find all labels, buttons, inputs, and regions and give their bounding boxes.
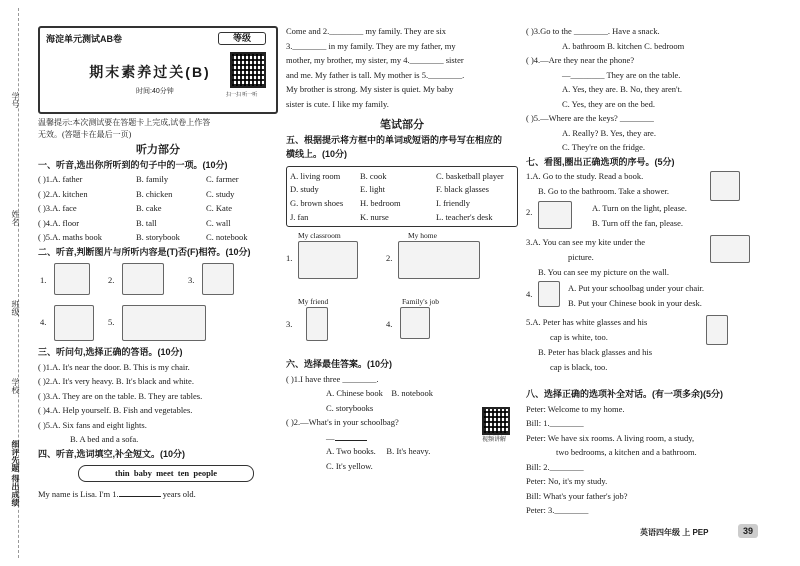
slogan: 细评先题 得出成绩 [11,440,20,507]
pic-caption: My friend [298,297,329,307]
question-row: B. A bed and a sofa. [70,434,139,445]
section-1-title: 一、听音,选出你所听到的句子中的一项。(10分) [38,159,228,170]
s7-option: A. Put your schoolbag under your chair. [568,283,704,293]
section-3-title: 三、听问句,选择正确的答语。(10分) [38,347,183,358]
s7-option: A. Turn on the light, please. [592,203,687,213]
word-option: F. black glasses [436,184,489,195]
s7-option: B. Go to the bathroom. Take a shower. [538,186,669,196]
choice-option: ( )5.A. maths book [38,232,102,243]
pic-number: 3. [188,275,195,286]
section-8-title: 八、选择正确的选项补全对话。(有一项多余)(5分) [526,389,723,399]
class-label: 班级 [11,300,20,316]
choice-option: C. farmer [206,174,239,185]
choice-option: C. study [206,188,235,199]
choice-option: ( )2.A. kitchen [38,188,88,199]
brand-logo: 海淀单元测试AB卷 [46,34,122,44]
word-option: C. basketball player [436,170,504,181]
s7-number: 4. [526,289,533,299]
s7-option: 1.A. Go to the study. Read a book. [526,171,644,181]
pic-number: 3. [286,319,293,330]
choice-option: ( )4.A. floor [38,217,80,228]
section-5-title: 五、根据提示将方框中的单词或短语的序号写在相应的 [286,134,503,145]
dialogue-line: Bill: What's your father's job? [526,490,628,501]
question-line: C. Yes, they are on the bed. [562,98,656,109]
passage [286,26,518,113]
section-7-items [526,171,788,389]
picture-icon [54,263,90,295]
s7-option: B. You can see my picture on the wall. [538,267,670,277]
s7-option: B. Turn off the fan, please. [592,218,683,228]
question-row: ( )2.A. It's very heavy. B. It's black and white. [38,376,194,387]
pic-number: 4. [386,319,393,330]
job-picture-icon [400,307,430,339]
section-1-items [38,174,278,247]
option: A. Two books. [326,446,376,457]
passage-start [38,488,278,503]
word-option: J. fan [290,211,309,222]
question-line: ( )4.—Are they near the phone? [526,55,635,65]
pic-caption: My home [408,231,437,241]
section-3-items [38,362,278,449]
section-5-pictures [286,229,518,359]
passage-line: sister is cute. I like my family. [286,98,389,109]
question-row: ( )5.A. Six fans and eight lights. [38,419,147,430]
peter-picture-icon [706,315,728,345]
notice [38,118,278,142]
dialogue [526,404,788,520]
option: B. It's heavy. [386,446,431,457]
passage-line: mother, my brother, my sister, my 4.________ sister [286,55,464,65]
home-picture-icon [398,241,480,279]
passage-line: 3.________ in my family. They are my father, my [286,40,456,51]
s7-number: 2. [526,207,533,217]
notice-line: 温馨提示:本次测试要在答题卡上完成,试卷上作答 [38,118,211,127]
dialogue-line: Peter: No, it's my study. [526,476,608,486]
dialogue-line: Peter: We have six rooms. A living room, a study, [526,432,695,443]
dialogue-line: Peter: Welcome to my home. [526,403,625,414]
section-2-title: 二、听音,判断图片与所听内容是(T)否(F)相符。(10分) [38,246,251,257]
s7-option: picture. [568,252,594,262]
column-3 [526,26,788,520]
choice-option: ( )1.A. father [38,174,83,185]
word-option: D. study [290,184,319,195]
question-line: A. bathroom B. kitchen C. bedroom [562,40,685,51]
word-option: A. living room [290,170,341,181]
schoolbag-picture-icon [538,281,560,307]
qr-caption: 扫一扫 听一听 [226,92,258,98]
question-row: ( )3.A. They are on the table. B. They are tables. [38,390,203,401]
word-option: E. light [360,184,386,195]
choice-option: B. storybook [136,232,180,243]
question-row: ( )4.A. Help yourself. B. Fish and vegetables. [38,405,193,416]
time-limit: 时间:40分钟 [136,88,174,95]
passage-text: years old. [162,488,196,499]
word-bank: thin baby meet ten people [78,465,254,482]
section-7-title: 七、看图,圈出正确选项的序号。(5分) [526,156,675,167]
option: C. It's yellow. [326,460,373,471]
section-4-title: 四、听音,选词填空,补全短文。(10分) [38,448,186,459]
classroom-picture-icon [298,241,358,279]
level-badge: 等级 [218,32,266,45]
choice-option: B. tall [136,217,157,228]
choice-row [38,203,278,218]
question-row: ( )1.A. It's near the door. B. This is my chair. [38,361,190,372]
picture-icon [122,305,206,341]
choice-option: B. cake [136,203,162,214]
column-1 [38,26,278,502]
s7-option: 5.A. Peter has white glasses and his [526,317,648,327]
written-heading: 笔试部分 [380,119,424,131]
options [286,388,518,403]
s7-option: cap is black, too. [550,362,608,372]
dialogue-line: Bill: 1.________ [526,418,584,428]
option: B. notebook [391,388,433,399]
binding-margin [0,0,32,566]
pic-number: 2. [108,275,115,286]
s7-option: 3.A. You can see my kite under the [526,237,645,247]
word-option: L. teacher's desk [436,211,493,222]
pic-number: 1. [286,253,293,264]
passage-line: and me. My father is tall. My mother is 5.________. [286,69,465,80]
pic-number: 2. [386,253,393,264]
dialogue-line: Bill: 2.________ [526,461,584,472]
notice-line: 无效。(答题卡在最后一页) [38,130,132,139]
word-option: H. bedroom [360,198,401,208]
option: A. Chinese book [326,388,383,399]
friend-picture-icon [306,307,328,341]
fan-picture-icon [538,201,572,229]
question-line: C. They're on the fridge. [562,142,646,152]
reading-picture-icon [710,171,740,201]
footer-label: 英语四年级 上 PEP [640,528,709,537]
pic-number: 5. [108,317,115,328]
kite-picture-icon [710,235,750,263]
student-id-label: 学号 [11,92,20,108]
question-line: ( )5.—Where are the keys? ________ [526,113,654,123]
passage-line: My brother is strong. My sister is quiet. My baby [286,84,454,94]
school-label: 学校 [11,378,20,394]
option: C. storybooks [326,402,374,413]
choice-option: C. notebook [206,232,248,243]
choice-row [38,189,278,204]
choice-row [38,232,278,247]
section-6-title: 六、选择最佳答案。(10分) [286,359,393,370]
pic-caption: Family's job [402,297,439,307]
section-6-continued [526,26,788,157]
question-line: —________ They are on the table. [562,69,681,80]
section-2-pictures [38,261,278,347]
word-option: G. brown shoes [290,198,344,208]
question-line: ( )3.Go to the ________. Have a snack. [526,26,660,36]
question: ( )2.—What's in your schoolbag? [286,417,399,428]
pic-number: 1. [40,275,47,286]
video-qr-icon [482,407,510,435]
s7-option: B. Put your Chinese book in your desk. [568,298,702,308]
picture-icon [122,263,164,295]
question: ( )1.I have three ________. [286,373,379,384]
dialogue-line: two bedrooms, a kitchen and a bathroom. [556,447,697,457]
choice-row [38,174,278,189]
word-option: K. nurse [360,211,389,222]
s7-option: cap is white, too. [550,332,608,342]
s7-option: B. Peter has black glasses and his [538,347,653,357]
choice-option: C. wall [206,217,231,228]
section-5-title2: 横线上。(10分) [286,149,348,160]
qr-caption: 视频讲解 [482,437,507,444]
page-title: 期末素养过关(B) [89,64,211,80]
question-line: A. Really? B. Yes, they are. [562,127,656,138]
listening-heading: 听力部分 [136,144,180,156]
pic-number: 4. [40,317,47,328]
passage-line: Come and 2.________ my family. They are six [286,26,447,36]
choice-option: ( )3.A. face [38,203,77,214]
word-option: I. friendly [436,198,470,208]
name-label: 姓名 [11,210,20,226]
passage-text: My name is Lisa. I'm 1. [38,488,119,499]
pic-caption: My classroom [298,231,341,241]
column-2: Come and 2.________ my family. They are six 3.________ in my family. They are my father, my mother, my brother, my sister, my 4.________ sister and me. My father is tall. My mother is 5.________. My brother is strong. My sister is quiet. My baby sister is cute. I like my family. 笔试部分 五、根据提示将方框中的单词或短语的序号写在相应的 横线上。(10分) A. living room B. cook C. basketball player D. study E. light F. black glasses G. brown shoes H. bedroom I. friendly J. fan K. nurse L. teacher's desk My classroom 1. My home 2. My friend 3. Family's job 4. 六、选择最佳答案。(10分) ( )1.I have three ________. A. Chinese book B. notebook C. storybooks ( )2.—What's in your schoolbag? 视频讲解 — A. Two books. B. It's heavy. C. It's yellow. [286,26,518,475]
picture-icon [54,305,94,341]
section-5-wordbox [286,166,518,228]
choice-option: C. Kate [206,203,232,214]
word-option: B. cook [360,170,387,181]
options [286,446,518,461]
page-number: 39 [738,524,758,538]
question-line: A. Yes, they are. B. No, they aren't. [562,84,683,94]
choice-option: B. family [136,174,169,185]
choice-row [38,218,278,233]
choice-option: B. chicken [136,188,173,199]
title-block [38,26,278,114]
qr-code-icon [230,52,266,88]
picture-icon [202,263,234,295]
dialogue-line: Peter: 3.________ [526,505,589,515]
